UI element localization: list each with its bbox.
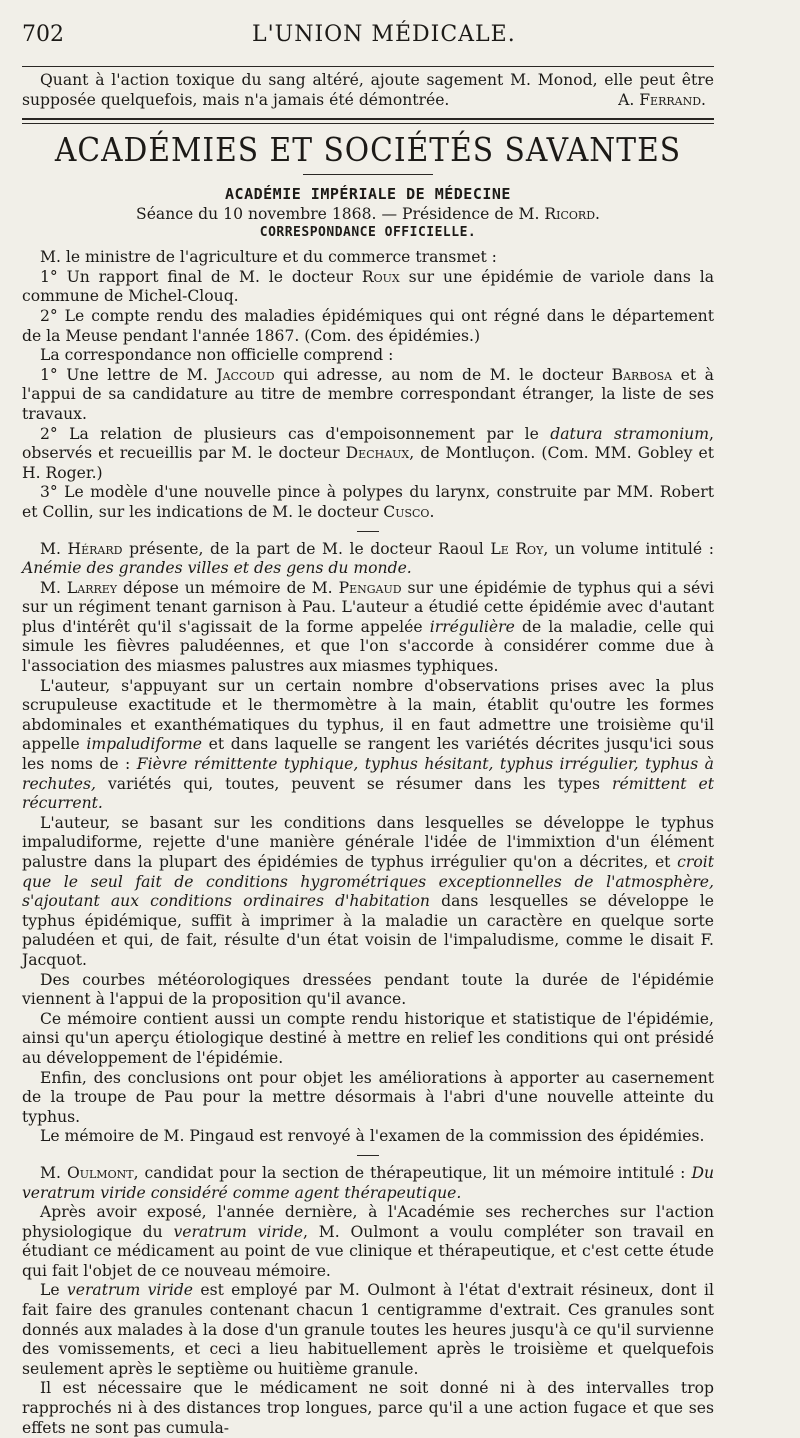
text: dépose un mémoire de M.: [123, 578, 333, 597]
person-name: Pengaud: [338, 578, 402, 597]
separator-rule: [357, 531, 379, 532]
text: et dans laquelle se rangent les variétés décrites jusqu'ici sous les noms de :: [22, 735, 714, 774]
text: Des courbes météorologiques dressées pendant toute la durée de l'épidémie viennent à l'appui de la proposition qu'il avance.: [22, 970, 714, 1009]
text: Ce mémoire contient aussi un compte rendu historique et statistique de l'épidémie, ainsi qu'un aperçu étiologique destiné à mettre en relief les conditions qui ont présidé au développement de l'épidémie.: [22, 1009, 714, 1067]
paragraph-larrey: [22, 579, 714, 677]
text: est employé par M. Oulmont à l'état d'extrait résineux, dont il fait faire des granules contenant chacun 1 centigramme d'extrait. Ces granules sont donnés aux malades à la dose d'un granule toutes les heures jusqu'à ce qu'il survienne des vomissements, et ceci a lieu habituellement après le troisième et quelquefois seulement après le septième ou huitième granule.: [22, 1281, 714, 1378]
intro-text: Quant à l'action toxique du sang altéré, ajoute sagement M. Monod, elle peut être supposée quelquefois, mais n'a jamais été démontrée.: [22, 71, 714, 109]
italic-term: impaludiforme: [86, 735, 203, 754]
running-head: [22, 22, 714, 67]
person-name: Larrey: [66, 578, 118, 597]
text: , observés et recueillis par M. le docteur: [22, 424, 714, 463]
session-line: [22, 205, 714, 223]
italic-term: datura stramonium: [550, 424, 710, 443]
paragraph-lettre: [22, 366, 714, 425]
session-president: Ricord.: [544, 205, 600, 224]
text: variétés qui, toutes, peuvent se résumer dans les types: [107, 774, 600, 793]
italic-term: veratrum viride: [66, 1281, 194, 1300]
text: , M. Oulmont a voulu compléter son travail en étudiant ce médicament au point de vue clinique et thérapeutique, et c'est cette étude qui fait l'objet de ce nouveau mémoire.: [22, 1222, 714, 1280]
text: présente, de la part de M. le docteur Raoul: [129, 539, 484, 558]
text: , un volume intitulé :: [543, 539, 714, 558]
text: 3° Le modèle d'une nouvelle pince à polypes du larynx, construite par MM. Robert et Collin, sur les indications de M. le docteur: [22, 483, 714, 521]
italic-phrase: croit que le seul fait de conditions hygrométriques exceptionnelles de l'atmosphère, s'ajoutant aux conditions ordinaires d'habitation: [22, 853, 714, 911]
paragraph-necessaire: [22, 1379, 714, 1438]
text: La correspondance non officielle comprend :: [40, 346, 394, 365]
paragraph-ministre: [22, 248, 714, 268]
text: qui adresse, au nom de M. le docteur: [283, 365, 604, 384]
text: et à l'appui de sa candidature au titre de membre correspondant étranger, la liste de ses travaux.: [22, 365, 714, 423]
academy-heading: ACADÉMIE IMPÉRIALE DE MÉDECINE: [225, 185, 511, 204]
page-number: 702: [22, 22, 64, 47]
text: sur une épidémie de typhus qui a sévi sur un régiment tenant garnison à Pau. L'auteur a étudié cette épidémie avec d'autant plus d'intérêt qu'il s'agissait de la forme appelée: [22, 578, 715, 636]
paragraph-auteur-2: [22, 814, 714, 971]
paragraph-compte-rendu: [22, 307, 714, 346]
text: 2° Le compte rendu des maladies épidémiques qui ont régné dans le département de la Meuse pendant l'année 1867. (Com. des épidémies.): [22, 306, 714, 345]
person-name: Cusco.: [383, 502, 435, 521]
section-title-rule: [303, 174, 433, 175]
section-title: ACADÉMIES ET SOCIÉTÉS SAVANTES: [54, 130, 682, 170]
text: Le mémoire de M. Pingaud est renvoyé à l'examen de la commission des épidémies.: [40, 1127, 705, 1146]
paragraph-correspondance: [22, 346, 714, 366]
separator-rule: [357, 1155, 379, 1156]
text: sur une épidémie de variole dans la commune de Michel-Clouq.: [22, 267, 714, 306]
text: L'auteur, se basant sur les conditions dans lesquelles se développe le typhus impaludiforme, rejette d'une manière générale l'idée de l'immixtion d'un élément palustre dans la plupart des épidémies de typhus irrégulier qu'on a décrites, et: [22, 813, 714, 871]
text: Le: [40, 1281, 60, 1300]
paragraph-auteur-1: [22, 677, 714, 814]
text: 1° Une lettre de M.: [40, 365, 208, 384]
paragraph-emploi: [22, 1281, 714, 1379]
paragraph-conclusions: [22, 1069, 714, 1128]
text: , de Montluçon. (Com. MM. Gobley et H. Roger.): [22, 444, 714, 482]
italic-term: rémittent et récurrent.: [22, 774, 714, 813]
person-name: Le Roy: [490, 539, 544, 558]
paragraph-courbes: [22, 971, 714, 1010]
text: M. le ministre de l'agriculture et du commerce transmet :: [40, 248, 497, 267]
person-name: Roux: [361, 267, 400, 286]
paragraph-herard: [22, 540, 714, 579]
text: de la maladie, celle qui simule les fièvres paludéennes, et que l'on s'accorde à considérer comme due à l'association des miasmes palustres aux miasmes typhiques.: [22, 617, 714, 676]
paragraph-rapport: [22, 268, 714, 307]
person-name: Hérard: [67, 539, 123, 558]
italic-title: Du veratrum viride considéré comme agent thérapeutique.: [22, 1163, 714, 1202]
text: , candidat pour la section de thérapeutique, lit un mémoire intitulé :: [133, 1163, 686, 1182]
session-prefix: Séance du 10 novembre 1868. — Présidence de M.: [136, 205, 540, 224]
person-name: Jaccoud: [216, 365, 275, 384]
intro-signature: A. Ferrand.: [618, 90, 706, 109]
person-name: Dechaux: [345, 444, 410, 463]
text: M.: [40, 578, 61, 597]
section-divider: [22, 118, 714, 124]
text: Après avoir exposé, l'année dernière, à l'Académie ses recherches sur l'action physiologique du: [22, 1203, 714, 1241]
correspondence-heading: CORRESPONDANCE OFFICIELLE.: [259, 225, 477, 241]
text: L'auteur, s'appuyant sur un certain nombre d'observations prises avec la plus scrupuleuse exactitude et le thermomètre à la main, établit qu'outre les formes abdominales et exanthématiques du typhus, il en faut admettre une troisième qu'il appelle: [22, 676, 714, 754]
person-name: Barbosa: [611, 365, 673, 384]
paragraph-expose: [22, 1203, 714, 1281]
italic-term: veratrum viride: [173, 1222, 304, 1241]
journal-title: L'UNION MÉDICALE.: [252, 22, 516, 47]
paragraph-pince: [22, 483, 714, 522]
italic-term: irrégulière: [429, 617, 515, 636]
paragraph-memoire: [22, 1010, 714, 1069]
paragraph-oulmont: [22, 1164, 714, 1203]
text: Il est nécessaire que le médicament ne soit donné ni à des intervalles trop rapprochés ni à des distances trop longues, parce qu'il a une action fugace et que ses effets ne sont pas cumula-: [22, 1379, 714, 1437]
text: Enfin, des conclusions ont pour objet les améliorations à apporter au casernement de la troupe de Pau pour la mettre désormais à l'abri d'une nouvelle atteinte du typhus.: [22, 1068, 714, 1126]
intro-paragraph: [22, 71, 714, 110]
text: dans lesquelles se développe le typhus épidémique, suffit à imprimer à la maladie un caractère en quelque sorte paludéen et qui, de fait, résulte d'un état voisin de l'impaludisme, comme le disait F. Jacquot.: [22, 892, 714, 969]
paragraph-renvoi: [22, 1127, 714, 1147]
person-name: Oulmont: [66, 1163, 134, 1182]
paragraph-relation: [22, 425, 714, 484]
italic-title: Anémie des grandes villes et des gens du monde.: [22, 559, 412, 578]
italic-term: Fièvre rémittente typhique, typhus hésitant, typhus irrégulier, typhus à rechutes,: [22, 755, 714, 793]
text: 2° La relation de plusieurs cas d'empoisonnement par le: [40, 424, 539, 443]
text: M.: [40, 1163, 61, 1182]
text: M.: [40, 539, 61, 558]
text: 1° Un rapport final de M. le docteur: [40, 267, 353, 286]
